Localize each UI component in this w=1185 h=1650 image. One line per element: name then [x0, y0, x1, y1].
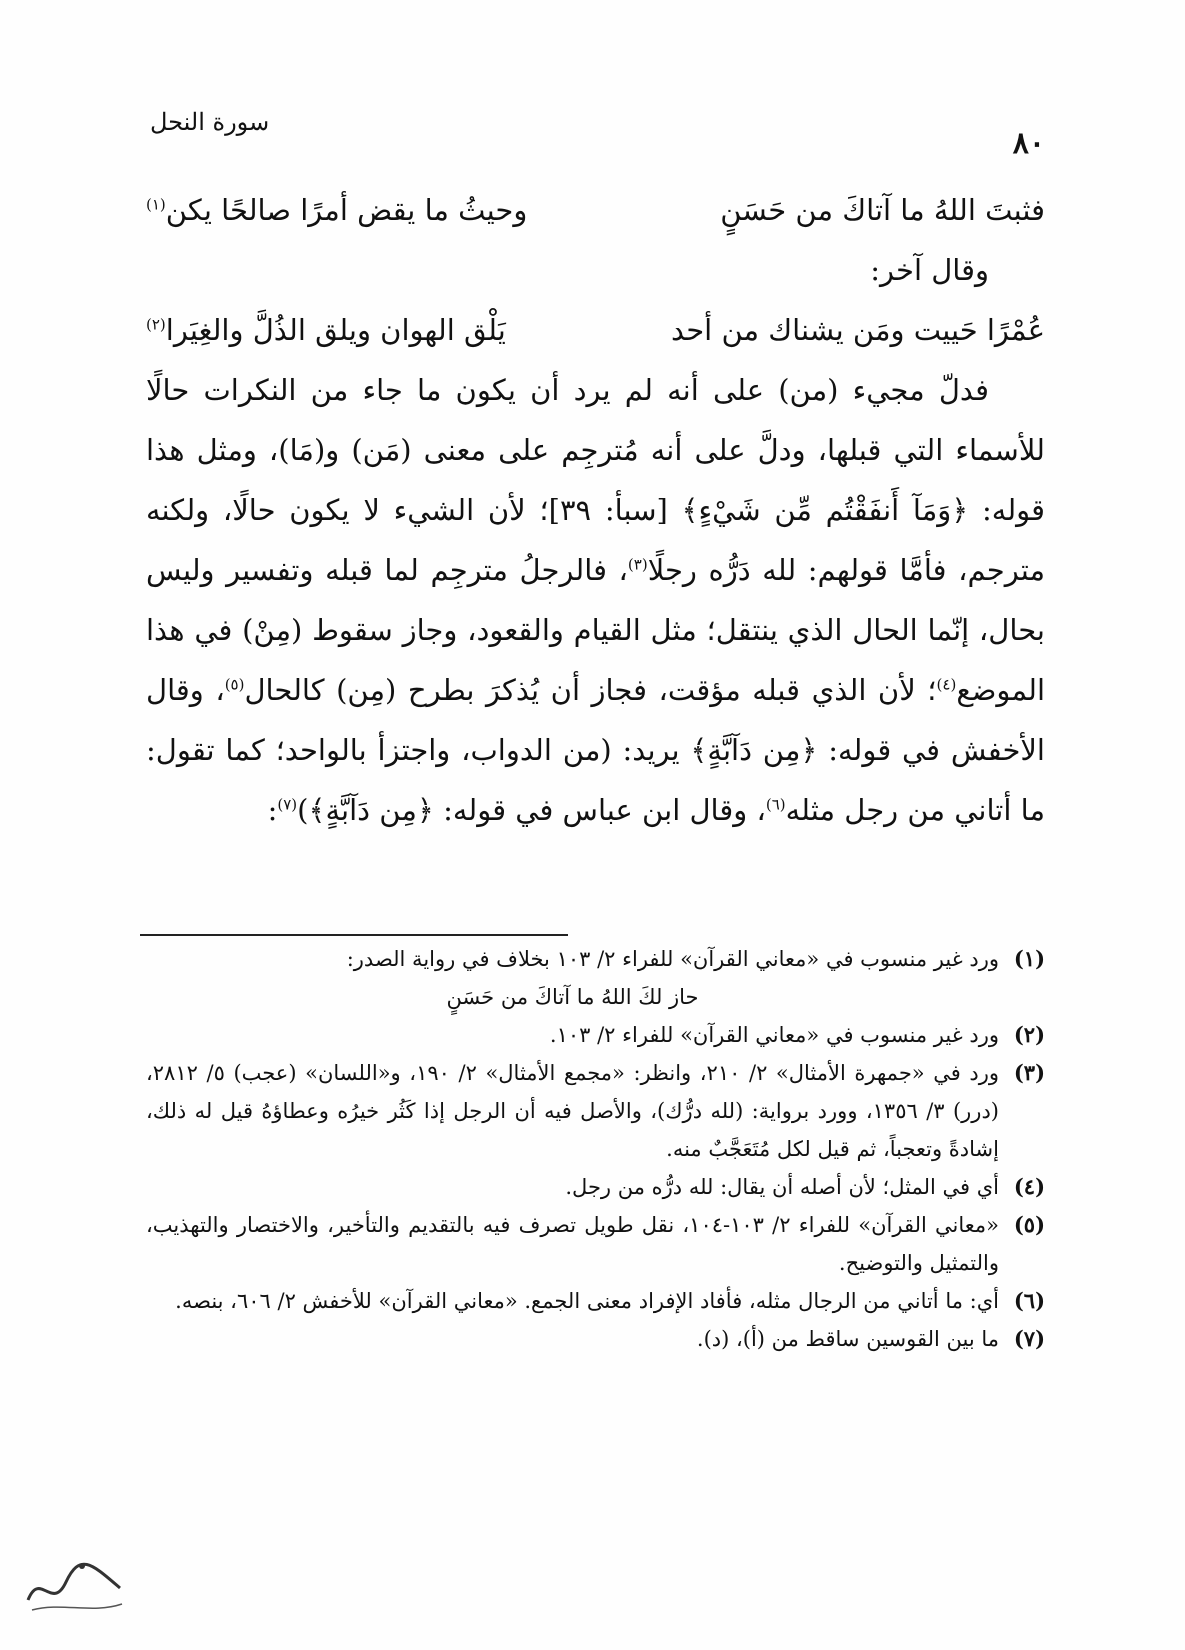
main-text	[146, 180, 1045, 840]
verse-2	[146, 300, 1045, 360]
footnote-4: (٤) أي في المثل؛ لأن أصله أن يقال: لله درُّه من رجل.	[565, 1174, 1045, 1199]
footnote-1: (١) ورد غير منسوب في «معاني القرآن» للفراء ٢/ ١٠٣ بخلاف في رواية الصدر: حاز لكَ اللهُ ما آتاكَ من حَسَنٍ	[146, 940, 1045, 1016]
footnote-7: (٧) ما بين القوسين ساقط من (أ)، (د).	[696, 1326, 1045, 1351]
page-header	[150, 100, 1045, 160]
verse-2-first-hemistich: عُمْرًا حَييت ومَن يشناك من أحد	[671, 313, 1045, 347]
running-title: سورة النحل	[150, 108, 270, 136]
footnote-ref-6: (٦)	[765, 795, 786, 814]
verse-2-second-hemistich: يَلْق الهوان ويلق الذُلَّ والغِيَرا$^{(٢)}$	[146, 313, 506, 347]
footnote-ref-5: (٥)	[224, 675, 245, 694]
footnote-2: (٢) ورد غير منسوب في «معاني القرآن» للفراء ٢/ ١٠٣.	[549, 1022, 1045, 1047]
verse-1-second-hemistich: وحيثُ ما يقض أمرًا صالحًا يكن$^{(١)}$	[146, 193, 528, 227]
verse-1-first-hemistich: فثبتَ اللهُ ما آتاكَ من حَسَنٍ	[720, 193, 1045, 227]
footnotes	[146, 940, 1045, 1358]
footnote-ref-1: (١)	[146, 195, 166, 214]
footnote-separator	[140, 934, 568, 936]
publisher-logo	[22, 1552, 126, 1622]
footnote-ref-7: (٧)	[277, 795, 298, 814]
footnote-5: (٥) «معاني القرآن» للفراء ٢/ ١٠٣-١٠٤، نقل طويل تصرف فيه بالتقديم والتأخير، والاختصار والتهذيب، والتمثيل والتوضيح.	[146, 1212, 1045, 1275]
verse-1	[146, 180, 1045, 240]
footnote-3: (٣) ورد في «جمهرة الأمثال» ٢/ ٢١٠، وانظر: «مجمع الأمثال» ٢/ ١٩٠، و«اللسان» (عجب) ٥/ ٢٨١٢، (درر) ٣/ ١٣٥٦، وورد برواية: (لله درُّك)، والأصل فيه أن الرجل إذا كَثُر خيرُه وعطاؤهُ قيل له ذلك، إشادةً وتعجباً، ثم قيل لكل مُتَعَجَّبٌ منه.	[146, 1060, 1045, 1161]
footnote-ref-2: (٢)	[146, 315, 166, 334]
footnote-ref-4: (٤)	[936, 675, 957, 694]
body-paragraph: فدلّ مجيء (من) على أنه لم يرد أن يكون ما جاء من النكرات حالًا للأسماء التي قبلها، ودلَّ على أنه مُترجِم على معنى (مَن) و(مَا)، ومثل هذا قوله: ﴿وَمَآ أَنفَقْتُم مِّن شَيْءٍ﴾ [سبأ: ٣٩]؛ لأن الشيء لا يكون حالًا، ولكنه مترجم، فأمَّا قولهم: لله دَرُّه رجلًا$^{(٣)}$، فالرجلُ مترجِم لما قبله وتفسير وليس بحال، إنّما الحال الذي ينتقل؛ مثل القيام والقعود، وجاز سقوط (مِنْ) في هذا الموضع$^{(٤)}$؛ لأن الذي قبله مؤقت، فجاز أن يُذكرَ بطرح (مِن) كالحال$^{(٥)}$، وقال الأخفش في قوله: ﴿مِن دَآبَّةٍ﴾ يريد: (من الدواب، واجتزأ بالواحد؛ كما تقول: ما أتاني من رجل مثله$^{(٦)}$، وقال ابن عباس في قوله: ﴿مِن دَآبَّةٍ﴾)$^{(٧)}$:	[146, 373, 1046, 827]
footnote-6: (٦) أي: ما أتاني من الرجال مثله، فأفاد الإفراد معنى الجمع. «معاني القرآن» للأخفش ٢/ ٦٠٦، بنصه.	[175, 1288, 1045, 1313]
another-said: وقال آخر:	[870, 253, 989, 287]
footnote-1-verse: حاز لكَ اللهُ ما آتاكَ من حَسَنٍ	[446, 985, 699, 1009]
footnote-ref-3: (٣)	[627, 555, 648, 574]
page-number: ٨٠	[1012, 126, 1045, 161]
